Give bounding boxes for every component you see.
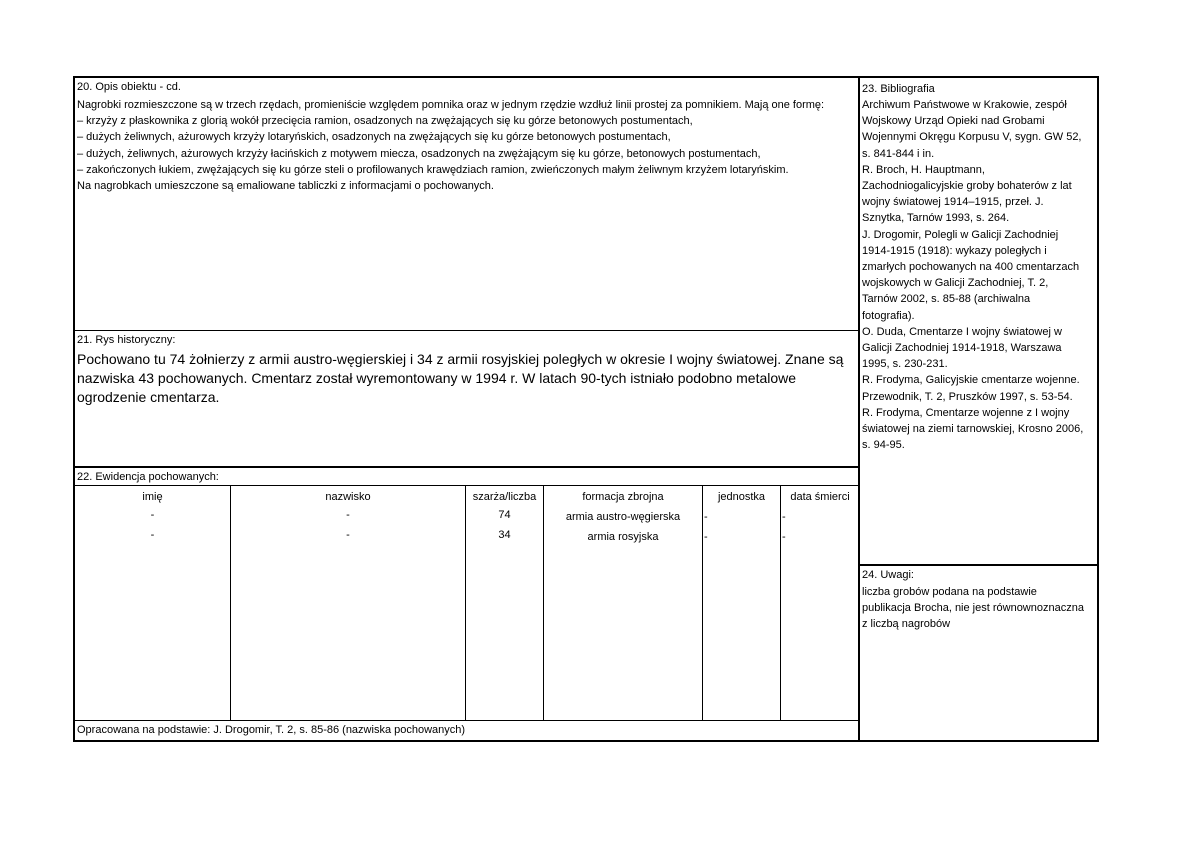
bibliografia-line: Sznytka, Tarnów 1993, s. 264. bbox=[862, 212, 1010, 225]
opis-line: Nagrobki rozmieszczone są w trzech rzędach, promieniście względem pomnika oraz w jednym rzędzie wzdłuż linii prostej za pomnikiem. Mają one formę: bbox=[77, 99, 825, 111]
separator-table-header bbox=[74, 485, 859, 486]
row2-jednostka: - bbox=[704, 531, 708, 543]
bibliografia-line: R. Frodyma, Cmentarze wojenne z I wojny bbox=[862, 406, 1070, 419]
ewidencja-heading: 22. Ewidencja pochowanych: bbox=[77, 471, 219, 483]
bibliografia-line: s. 841-844 i in. bbox=[862, 147, 935, 160]
opis-heading: 20. Opis obiektu - cd. bbox=[77, 81, 181, 93]
table-col-sep-5 bbox=[780, 486, 781, 720]
rys-text: Pochowano tu 74 żołnierzy z armii austro-węgierskiej i 34 z armii rosyjskiej poległych w okresie I wojny światowej. Znane są nazwiska 43 pochowanych. Cmentarz został wyremontowany w 1994 r. W latach 90-tych istniało podobno metalowe ogrodzenie cmentarza. bbox=[77, 351, 844, 405]
bibliografia-line: R. Broch, H. Hauptmann, bbox=[862, 163, 985, 176]
uwagi-body bbox=[862, 584, 1084, 633]
opis-line: – dużych, żeliwnych, ażurowych krzyży łacińskich z motywem miecza, osadzonych na zwężającym się ku górze, betonowych postumentach, bbox=[77, 147, 761, 160]
separator-opis-rys bbox=[74, 330, 859, 331]
separator-table-footer bbox=[74, 720, 859, 721]
uwagi-line: liczba grobów podana na podstawie bbox=[862, 586, 1037, 598]
bibliografia-body bbox=[862, 97, 1083, 453]
bibliografia-line: Wojskowy Urząd Opieki nad Grobami bbox=[862, 115, 1045, 128]
row2-imie: - bbox=[150, 529, 155, 541]
opis-line: – zakończonych łukiem, zwężających się ku górze steli o profilowanych krawędziach ramion, zwieńczonych małym żeliwnym krzyżem lotaryńskim. bbox=[77, 163, 789, 176]
bibliografia-line: Przewodnik, T. 2, Pruszków 1997, s. 53-54. bbox=[862, 390, 1073, 403]
bibliografia-line: Tarnów 2002, s. 85-88 (archiwalna bbox=[862, 293, 1031, 306]
bibliografia-line: Zachodniogalicyjskie groby bohaterów z lat bbox=[862, 180, 1072, 193]
opis-body bbox=[77, 97, 824, 194]
bibliografia-line: 1914-1915 (1918): wykazy poległych i bbox=[862, 244, 1047, 257]
col-header-data: data śmierci bbox=[790, 491, 850, 503]
row1-formacja: armia austro-węgierska bbox=[565, 511, 681, 523]
col-header-jednostka: jednostka bbox=[717, 491, 766, 503]
opis-line: Na nagrobkach umieszczone są emaliowane tabliczki z informacjami o pochowanych. bbox=[77, 180, 494, 193]
bibliografia-line: O. Duda, Cmentarze I wojny światowej w bbox=[862, 325, 1062, 338]
separator-rys-ewidencja bbox=[74, 466, 859, 468]
uwagi-line: publikacja Brocha, nie jest równownoznaczna bbox=[862, 602, 1084, 615]
bibliografia-line: wojskowych w Galicji Zachodniej, T. 2, bbox=[862, 277, 1049, 290]
bibliografia-heading: 23. Bibliografia bbox=[862, 83, 935, 95]
row2-formacja: armia rosyjska bbox=[587, 531, 659, 543]
bibliografia-line: Archiwum Państwowe w Krakowie, zespół bbox=[862, 99, 1067, 111]
col-header-formacja: formacja zbrojna bbox=[582, 491, 664, 503]
bibliografia-line: R. Frodyma, Galicyjskie cmentarze wojenne. bbox=[862, 374, 1080, 387]
rys-heading: 21. Rys historyczny: bbox=[77, 334, 176, 346]
column-divider bbox=[858, 77, 860, 742]
bibliografia-line: Galicji Zachodniej 1914-1918, Warszawa bbox=[862, 342, 1062, 355]
bibliografia-line: Wojennymi Okręgu Korpusu V, sygn. GW 52, bbox=[862, 131, 1082, 144]
row1-jednostka: - bbox=[704, 511, 708, 523]
row2-data: - bbox=[782, 531, 786, 543]
row2-nazwisko: - bbox=[346, 529, 350, 541]
bibliografia-line: wojny światowej 1914–1915, przeł. J. bbox=[862, 196, 1044, 209]
separator-bibliografia-uwagi bbox=[859, 564, 1099, 566]
bibliografia-line: 1995, s. 230-231. bbox=[862, 358, 948, 371]
uwagi-line: z liczbą nagrobów bbox=[862, 618, 951, 631]
uwagi-heading: 24. Uwagi: bbox=[862, 569, 914, 581]
bibliografia-line: światowej na ziemi tarnowskiej, Krosno 2006, bbox=[862, 423, 1084, 436]
row1-liczba: 74 bbox=[498, 509, 511, 521]
opis-line: – dużych żeliwnych, ażurowych krzyży lotaryńskich, osadzonych na zwężających się ku górze betonowych postumentach, bbox=[77, 131, 671, 144]
col-header-imie: imię bbox=[142, 491, 163, 503]
ewidencja-footer: Opracowana na podstawie: J. Drogomir, T. 2, s. 85-86 (nazwiska pochowanych) bbox=[77, 724, 466, 736]
table-col-sep-4 bbox=[702, 486, 703, 720]
col-header-szarza: szarża/liczba bbox=[472, 491, 537, 503]
bibliografia-line: zmarłych pochowanych na 400 cmentarzach bbox=[862, 261, 1080, 274]
bibliografia-line: J. Drogomir, Polegli w Galicji Zachodniej bbox=[862, 228, 1059, 241]
col-header-nazwisko: nazwisko bbox=[325, 491, 371, 503]
bibliografia-line: fotografia). bbox=[862, 309, 915, 322]
opis-line: – krzyży z płaskownika z glorią wokół przecięcia ramion, osadzonych na zwężających się ku górze betonowych postumentach, bbox=[77, 115, 693, 128]
row1-data: - bbox=[782, 511, 786, 523]
row2-liczba: 34 bbox=[498, 529, 511, 541]
bibliografia-line: s. 94-95. bbox=[862, 439, 905, 452]
row1-nazwisko: - bbox=[346, 509, 350, 521]
row1-imie: - bbox=[150, 509, 155, 521]
